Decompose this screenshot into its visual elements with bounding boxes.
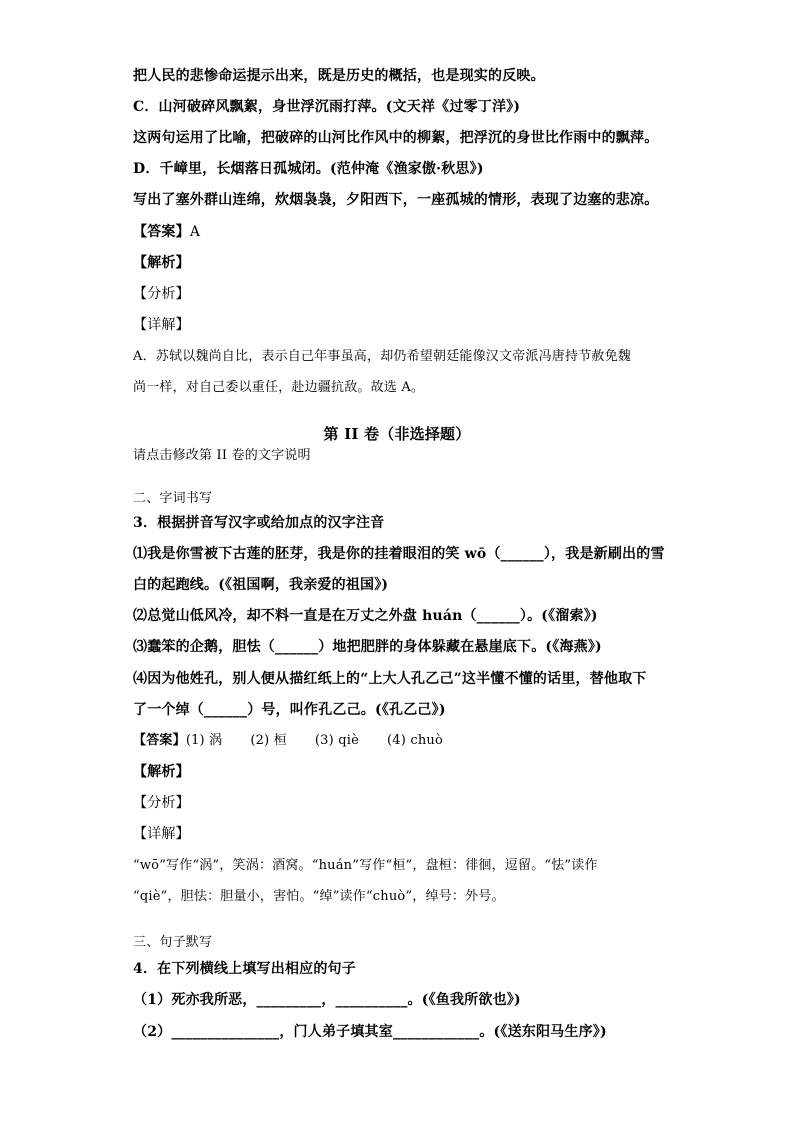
detail-text: “qiè”，胆怯：胆量小，害怕。“绰”读作“chuò”，绰号：外号。 xyxy=(133,889,505,904)
question-3-item: ⑴我是你雪被下古莲的胚芽，我是你的挂着眼泪的笑 wō（______），我是新刷出的雪 xyxy=(133,546,665,562)
analysis-label: 【解析】 xyxy=(133,255,190,271)
detail-label: 【详解】 xyxy=(133,317,190,333)
answer-item: (2) 桓 xyxy=(250,733,287,748)
text-line: 这两句运用了比喻，把破碎的山河比作风中的柳絮，把浮沉的身世比作雨中的飘萍。 xyxy=(133,130,659,146)
answer-value: A xyxy=(189,224,201,240)
question-3-item: ⑵总觉山低风冷，却不料一直是在万丈之外盘 huán（______）。(《溜索》) xyxy=(133,608,598,624)
question-3-item: ⑶蠢笨的企鹅，胆怯（______）地把肥胖的身体躲藏在悬崖底下。(《海燕》) xyxy=(133,639,602,655)
section-heading: 二、字词书写 xyxy=(133,491,213,506)
section-heading: 三、句子默写 xyxy=(133,935,213,950)
option-d: D．千嶂里，长烟落日孤城闭。(范仲淹《渔家傲·秋思》) xyxy=(133,161,484,177)
text-line: 把人民的悲惨命运提示出来，既是历史的概括，也是现实的反映。 xyxy=(133,68,545,84)
question-4-item: （2）_______________，门人弟子填其室____________。(《送东阳马生序》) xyxy=(133,1024,607,1040)
question-3-item: ⑷因为他姓孔，别人便从描红纸上的“上大人孔乙己”这半懂不懂的话里，替他取下 xyxy=(133,671,647,687)
answer-line xyxy=(133,222,693,242)
question-3-item: 白的起跑线。(《祖国啊，我亲爱的祖国》) xyxy=(133,577,389,593)
answer-item: (4) chuò xyxy=(387,733,444,748)
answer-label: 【答案】 xyxy=(133,733,186,748)
answer-item: (3) qiè xyxy=(314,733,360,748)
detail-label: 【详解】 xyxy=(133,826,190,842)
option-c: C．山河破碎风飘絮，身世浮沉雨打萍。(文天祥《过零丁洋》) xyxy=(133,99,521,115)
fenxi-label: 【分析】 xyxy=(133,795,190,811)
detail-text: A．苏轼以魏尚自比，表示自己年事虽高，却仍希望朝廷能像汉文帝派冯唐持节赦免魏 xyxy=(133,349,631,364)
question-3: 3．根据拼音写汉字或给加点的汉字注音 xyxy=(133,515,385,531)
volume-title: 第 II 卷（非选择题） xyxy=(323,425,471,443)
answer-item: (1) 涡 xyxy=(185,733,223,748)
detail-text: 尚一样，对自己委以重任，赴边疆抗敌。故选 A。 xyxy=(133,380,425,395)
text-line: 写出了塞外群山连绵，炊烟袅袅，夕阳西下，一座孤城的情形，表现了边塞的悲凉。 xyxy=(133,192,659,208)
question-3-item: 了一个绰（______）号，叫作孔乙己。(《孔乙己》) xyxy=(133,702,446,718)
volume-note: 请点击修改第 II 卷的文字说明 xyxy=(133,448,311,463)
question-4: 4．在下列横线上填写出相应的句子 xyxy=(133,961,356,977)
fenxi-label: 【分析】 xyxy=(133,286,190,302)
analysis-label: 【解析】 xyxy=(133,764,190,780)
question-4-item: （1）死亦我所恶，_________，__________。(《鱼我所欲也》) xyxy=(133,992,521,1008)
detail-text: “wō”写作“涡”，笑涡：酒窝。“huán”写作“桓”，盘桓：徘徊，逗留。“怯”读作 xyxy=(133,858,598,873)
answer-line xyxy=(133,731,693,751)
answer-label: 【答案】 xyxy=(133,224,190,240)
